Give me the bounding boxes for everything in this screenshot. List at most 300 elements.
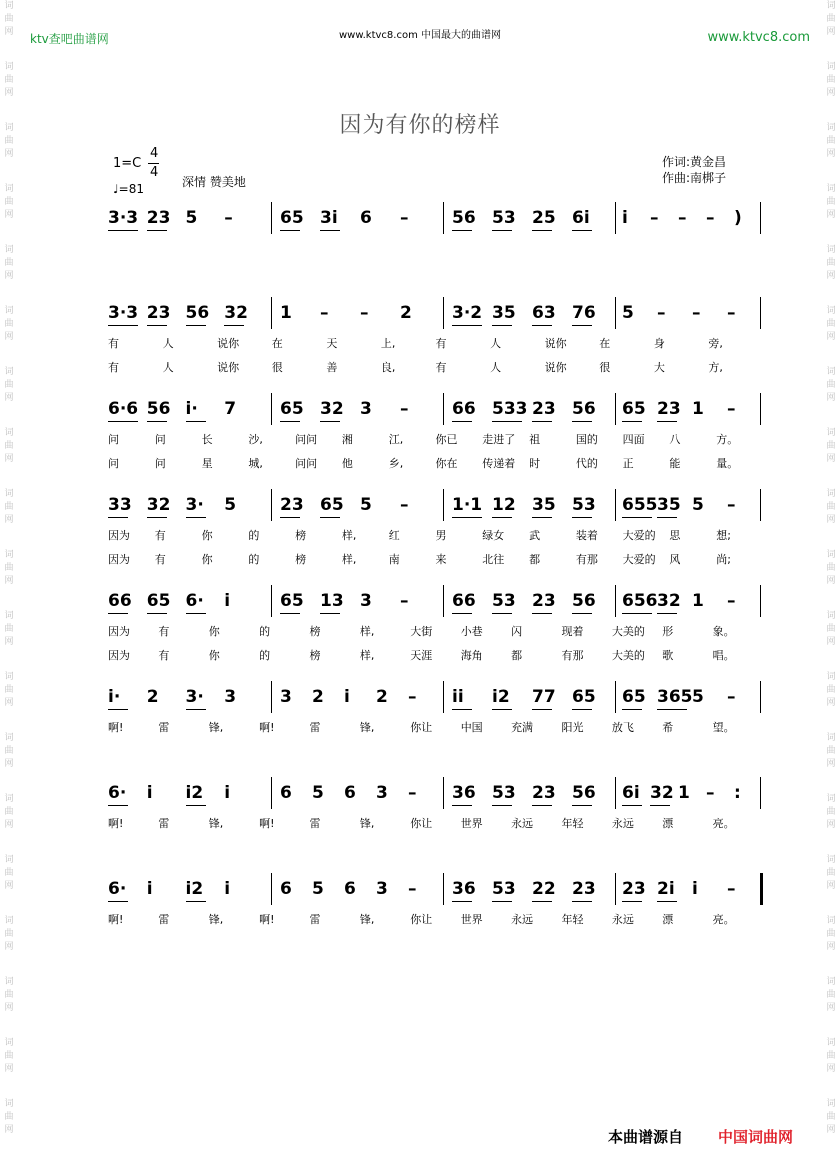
lyric-word: 人 <box>162 337 174 350</box>
watermark-char: 曲 <box>4 502 14 512</box>
lyric-word: 南 <box>388 553 400 566</box>
note: 1 <box>692 591 704 611</box>
note: 6i <box>622 783 640 803</box>
note: 56 <box>185 303 210 323</box>
bar-line <box>271 777 272 809</box>
header-left-link[interactable]: ktv查吧曲谱网 <box>30 32 109 46</box>
watermark-char: 曲 <box>4 624 14 634</box>
beam-underline <box>452 421 472 422</box>
bar-line <box>615 202 616 234</box>
watermark-char: 网 <box>826 637 836 647</box>
watermark-char: 曲 <box>826 868 836 878</box>
lyric-word: 因为 <box>108 649 130 662</box>
watermark-char: 曲 <box>826 197 836 207</box>
lyric-word: 你 <box>208 625 220 638</box>
beam-underline <box>492 517 512 518</box>
beam-underline <box>108 517 128 518</box>
watermark-char: 网 <box>4 942 14 952</box>
beam-underline <box>186 613 206 614</box>
note: 76 <box>572 303 596 323</box>
beam-underline <box>532 421 552 422</box>
lyric-word: 锋, <box>208 721 224 734</box>
lyric-word: 海角 <box>460 649 483 662</box>
watermark-char: 曲 <box>4 258 14 268</box>
watermark-char: 曲 <box>4 380 14 390</box>
watermark-char: 曲 <box>826 502 836 512</box>
beam-underline <box>492 805 512 806</box>
lyric-word: 啊! <box>259 913 275 926</box>
lyric-word: 你让 <box>410 721 433 734</box>
notes-line <box>108 873 763 905</box>
lyric-word: 中国 <box>460 721 483 734</box>
note: – <box>727 495 736 515</box>
note: – <box>727 303 736 323</box>
beam-underline <box>147 421 167 422</box>
note: 3 <box>376 879 388 899</box>
beam-underline <box>572 421 592 422</box>
watermark-char: 词 <box>4 916 14 926</box>
lyric-word: 有 <box>108 361 119 374</box>
beam-underline <box>108 805 128 806</box>
lyric-word: 象。 <box>712 625 735 638</box>
lyric-word: 闪 <box>511 625 523 638</box>
note: 7 <box>224 399 237 419</box>
bar-line <box>271 585 272 617</box>
note: i <box>224 783 231 803</box>
note: – <box>657 303 666 323</box>
lyrics-verse-2 <box>108 647 763 663</box>
bar-line <box>271 681 272 713</box>
lyric-word: 的 <box>259 649 271 662</box>
watermark-group <box>826 1098 835 1137</box>
note: 6 <box>344 783 356 803</box>
lyric-word: 你 <box>201 529 213 542</box>
note: 6· <box>108 783 127 803</box>
note: 3 <box>360 399 372 419</box>
note: 65 <box>280 591 304 611</box>
note: 35 <box>532 495 556 515</box>
lyric-word: 国的 <box>575 433 598 446</box>
watermark-char: 词 <box>826 1099 836 1109</box>
lyric-word: 因为 <box>108 625 130 638</box>
watermark-char: 曲 <box>826 441 836 451</box>
watermark-char: 曲 <box>4 990 14 1000</box>
lyric-word: 放飞 <box>611 721 634 734</box>
beam-underline <box>108 325 138 326</box>
note: i2 <box>492 687 510 707</box>
note: 1 <box>692 399 704 419</box>
lyric-word: 方。 <box>716 433 739 446</box>
header-right-link[interactable]: www.ktvc8.com <box>707 30 810 45</box>
watermark-char: 曲 <box>4 563 14 573</box>
watermark-char: 网 <box>4 393 14 403</box>
note: i <box>146 879 153 899</box>
lyric-word: 啊! <box>259 817 275 830</box>
watermark-char: 曲 <box>4 929 14 939</box>
beam-underline <box>657 517 677 518</box>
watermark-char: 词 <box>4 1038 14 1048</box>
note: ) <box>734 208 742 228</box>
note: 3 <box>360 591 372 611</box>
note: 23 <box>532 399 556 419</box>
note: – <box>408 783 417 803</box>
lyric-word: 大爱的 <box>622 529 656 542</box>
lyric-word: 世界 <box>460 817 483 830</box>
watermark-group <box>4 488 13 527</box>
watermark-char: 曲 <box>826 380 836 390</box>
watermark-char: 曲 <box>4 136 14 146</box>
lyric-word: 你让 <box>410 817 433 830</box>
note: 6· <box>108 879 127 899</box>
lyric-word: 人 <box>490 337 502 350</box>
beam-underline <box>280 421 300 422</box>
note: 66 <box>452 399 476 419</box>
note: 2i <box>657 879 675 899</box>
bar-line <box>443 777 444 809</box>
right-watermark <box>824 0 838 1169</box>
watermark-char: 词 <box>826 977 836 987</box>
bar-line <box>615 489 616 521</box>
note: 65 <box>320 495 344 515</box>
bar-line <box>443 873 444 905</box>
note: – <box>650 208 659 228</box>
beam-underline <box>186 709 206 710</box>
lyric-word: 绿女 <box>482 529 505 542</box>
composer-credit: 作曲:南梆子 <box>662 171 727 185</box>
notes-line <box>108 681 763 713</box>
note: – <box>692 303 701 323</box>
beam-underline <box>320 421 340 422</box>
watermark-char: 曲 <box>826 14 836 24</box>
beam-underline <box>280 517 300 518</box>
lyric-word: 代的 <box>575 457 598 470</box>
beam-underline <box>657 613 677 614</box>
lyric-word: 说你 <box>544 337 567 350</box>
bar-line <box>271 489 272 521</box>
beam-underline <box>657 421 677 422</box>
header-center-text: www.ktvc8.com 中国最大的曲谱网 <box>338 30 501 41</box>
lyric-word: 天涯 <box>410 649 433 662</box>
bar-line <box>615 681 616 713</box>
note: 3·3 <box>108 303 139 323</box>
lyric-word: 大街 <box>410 625 433 638</box>
notes-line <box>108 202 763 234</box>
watermark-group <box>826 305 835 344</box>
lyric-word: 有 <box>435 361 447 374</box>
watermark-char: 词 <box>826 306 836 316</box>
left-watermark <box>2 0 16 1169</box>
lyricist-credit: 作词:黄金昌 <box>662 155 727 169</box>
watermark-char: 网 <box>826 88 836 98</box>
note: 656 <box>622 591 658 611</box>
beam-underline <box>492 901 512 902</box>
beam-underline <box>622 901 642 902</box>
lyric-word: 问 <box>154 433 166 446</box>
watermark-group <box>4 1037 13 1076</box>
note: 32 <box>657 591 681 611</box>
lyric-word: 长 <box>201 433 213 446</box>
lyric-word: 良, <box>380 361 396 374</box>
watermark-group <box>4 854 13 893</box>
note: – <box>400 399 409 419</box>
watermark-char: 曲 <box>4 197 14 207</box>
watermark-char: 词 <box>826 794 836 804</box>
note: 6 <box>360 208 372 228</box>
beam-underline <box>108 901 128 902</box>
watermark-char: 词 <box>826 672 836 682</box>
bar-line-end <box>760 297 761 329</box>
note: i2 <box>185 783 204 803</box>
beam-underline <box>622 517 652 518</box>
notes-line <box>108 777 763 809</box>
lyrics-verse-1 <box>108 815 763 831</box>
watermark-group <box>4 305 13 344</box>
watermark-char: 曲 <box>826 563 836 573</box>
lyrics-verse-1 <box>108 431 763 447</box>
lyric-word: 榜 <box>295 529 307 542</box>
note: 66 <box>108 591 132 611</box>
lyric-word: 大美的 <box>611 649 645 662</box>
lyric-word: 啊! <box>259 721 275 734</box>
watermark-group <box>826 1037 835 1076</box>
bar-line-end <box>760 202 761 234</box>
lyric-word: 大爱的 <box>622 553 656 566</box>
note: 23 <box>532 591 556 611</box>
note: 3 <box>376 783 388 803</box>
note: i· <box>185 399 198 419</box>
bar-line <box>271 202 272 234</box>
lyric-word: 人 <box>162 361 174 374</box>
watermark-char: 网 <box>4 271 14 281</box>
beam-underline <box>147 613 167 614</box>
time-signature-top: 4 <box>150 146 159 161</box>
note: 65 <box>146 591 171 611</box>
note: 53 <box>492 208 516 228</box>
lyric-word: 红 <box>388 529 400 542</box>
lyrics-verse-2 <box>108 359 763 375</box>
lyric-word: 形 <box>662 625 674 638</box>
watermark-char: 网 <box>4 149 14 159</box>
note: 3·3 <box>108 208 139 228</box>
note: 32 <box>320 399 344 419</box>
lyric-word: 充满 <box>511 721 534 734</box>
note: 6· <box>185 591 204 611</box>
watermark-char: 词 <box>4 1099 14 1109</box>
note: 3· <box>185 687 204 707</box>
lyric-word: 江, <box>388 433 404 446</box>
note: 77 <box>532 687 556 707</box>
beam-underline <box>650 805 670 806</box>
lyric-word: 来 <box>435 553 447 566</box>
bar-line-end <box>760 777 761 809</box>
note: – <box>400 591 409 611</box>
lyric-word: 风 <box>669 553 681 566</box>
bar-line <box>443 681 444 713</box>
note: 35 <box>492 303 516 323</box>
watermark-char: 网 <box>826 27 836 37</box>
note: 63 <box>532 303 556 323</box>
key-signature: 1=C <box>113 156 142 171</box>
watermark-group <box>826 976 835 1015</box>
beam-underline <box>452 230 472 231</box>
note: 5 <box>312 879 324 899</box>
watermark-char: 网 <box>4 454 14 464</box>
lyric-word: 你 <box>208 649 220 662</box>
watermark-char: 网 <box>826 820 836 830</box>
beam-underline <box>452 901 472 902</box>
lyric-word: 现着 <box>561 625 584 638</box>
lyric-word: 说你 <box>217 337 240 350</box>
note: 32 <box>146 495 171 515</box>
note: 56 <box>572 399 596 419</box>
watermark-char: 网 <box>4 88 14 98</box>
note: i <box>224 879 231 899</box>
watermark-char: 网 <box>826 210 836 220</box>
lyrics-verse-1 <box>108 527 763 543</box>
beam-underline <box>492 230 512 231</box>
lyric-word: 有 <box>158 649 170 662</box>
beam-underline <box>622 805 642 806</box>
beam-underline <box>320 517 340 518</box>
lyric-word: 锋, <box>359 913 375 926</box>
lyric-word: 小巷 <box>460 625 483 638</box>
note: – <box>706 783 715 803</box>
note: 36 <box>452 783 476 803</box>
note: 5 <box>185 208 198 228</box>
watermark-char: 词 <box>826 855 836 865</box>
lyric-word: 榜 <box>295 553 307 566</box>
note: 56 <box>572 783 596 803</box>
watermark-char: 网 <box>826 149 836 159</box>
watermark-group <box>826 610 835 649</box>
watermark-char: 曲 <box>826 1112 836 1122</box>
watermark-group <box>4 732 13 771</box>
beam-underline <box>108 421 138 422</box>
note: i <box>146 783 153 803</box>
note: 6i <box>572 208 590 228</box>
lyric-word: 的 <box>248 529 260 542</box>
expression-mark: 深情 赞美地 <box>182 175 246 189</box>
note: 65 <box>280 208 304 228</box>
lyric-word: 都 <box>529 553 541 566</box>
note: 23 <box>622 879 646 899</box>
watermark-char: 词 <box>4 184 14 194</box>
watermark-char: 网 <box>4 332 14 342</box>
watermark-char: 词 <box>4 306 14 316</box>
bar-line <box>271 873 272 905</box>
note: i <box>622 208 628 228</box>
lyric-word: 漂 <box>662 913 674 926</box>
note: 6 <box>280 783 292 803</box>
note: i <box>224 591 231 611</box>
lyric-word: 永远 <box>511 817 534 830</box>
bar-line <box>443 489 444 521</box>
tempo-mark: ♩=81 <box>113 182 144 196</box>
lyric-word: 永远 <box>611 817 634 830</box>
lyric-word: 锋, <box>208 817 224 830</box>
watermark-group <box>826 915 835 954</box>
notes-line <box>108 489 763 521</box>
beam-underline <box>108 230 138 231</box>
lyric-word: 世界 <box>460 913 483 926</box>
lyric-word: 亮。 <box>712 817 735 830</box>
beam-underline <box>572 613 592 614</box>
lyric-word: 锋, <box>208 913 224 926</box>
lyric-word: 有 <box>435 337 447 350</box>
lyric-word: 男 <box>435 529 447 542</box>
beam-underline <box>572 901 592 902</box>
bar-line <box>271 297 272 329</box>
lyric-word: 年轻 <box>561 913 584 926</box>
beam-underline <box>572 517 592 518</box>
note: 1·1 <box>452 495 483 515</box>
note: 3· <box>185 495 204 515</box>
note: 6 <box>344 879 356 899</box>
bar-line-end <box>760 873 763 905</box>
lyric-word: 望。 <box>712 721 735 734</box>
beam-underline <box>657 901 677 902</box>
note: 3 <box>280 687 292 707</box>
watermark-char: 词 <box>4 123 14 133</box>
lyric-word: 年轻 <box>561 817 584 830</box>
lyric-word: 问问 <box>295 457 318 470</box>
watermark-char: 词 <box>826 1038 836 1048</box>
note: 5 <box>224 495 237 515</box>
beam-underline <box>622 421 642 422</box>
watermark-char: 词 <box>826 367 836 377</box>
footer-site-name[interactable]: 中国词曲网 <box>718 1128 794 1146</box>
watermark-char: 曲 <box>826 685 836 695</box>
watermark-char: 曲 <box>826 624 836 634</box>
beam-underline <box>186 517 206 518</box>
beam-underline <box>532 901 552 902</box>
beam-underline <box>280 230 300 231</box>
note: – <box>727 687 736 707</box>
note: – <box>408 879 417 899</box>
beam-underline <box>224 325 244 326</box>
lyric-word: 有 <box>158 625 170 638</box>
bar-line-end <box>760 585 761 617</box>
lyric-word: 雷 <box>158 721 170 734</box>
watermark-group <box>826 671 835 710</box>
lyric-word: 歌 <box>662 649 674 662</box>
note: 65 <box>622 687 646 707</box>
beam-underline <box>186 901 206 902</box>
watermark-group <box>826 183 835 222</box>
watermark-char: 曲 <box>826 136 836 146</box>
watermark-char: 曲 <box>4 1112 14 1122</box>
lyric-word: 八 <box>669 433 681 446</box>
beam-underline <box>622 709 642 710</box>
lyric-word: 上, <box>380 337 396 350</box>
watermark-char: 词 <box>4 611 14 621</box>
lyric-word: 问 <box>154 457 166 470</box>
note: – <box>678 208 687 228</box>
beam-underline <box>280 613 300 614</box>
watermark-char: 词 <box>4 1 14 11</box>
watermark-char: 曲 <box>4 868 14 878</box>
watermark-char: 曲 <box>4 746 14 756</box>
watermark-char: 词 <box>4 245 14 255</box>
watermark-group <box>4 244 13 283</box>
note: i2 <box>185 879 204 899</box>
note: 5 <box>360 495 372 515</box>
watermark-char: 词 <box>4 977 14 987</box>
lyric-word: 正 <box>622 457 634 470</box>
lyric-word: 身 <box>653 337 665 350</box>
lyric-word: 啊! <box>108 817 124 830</box>
beam-underline <box>532 805 552 806</box>
